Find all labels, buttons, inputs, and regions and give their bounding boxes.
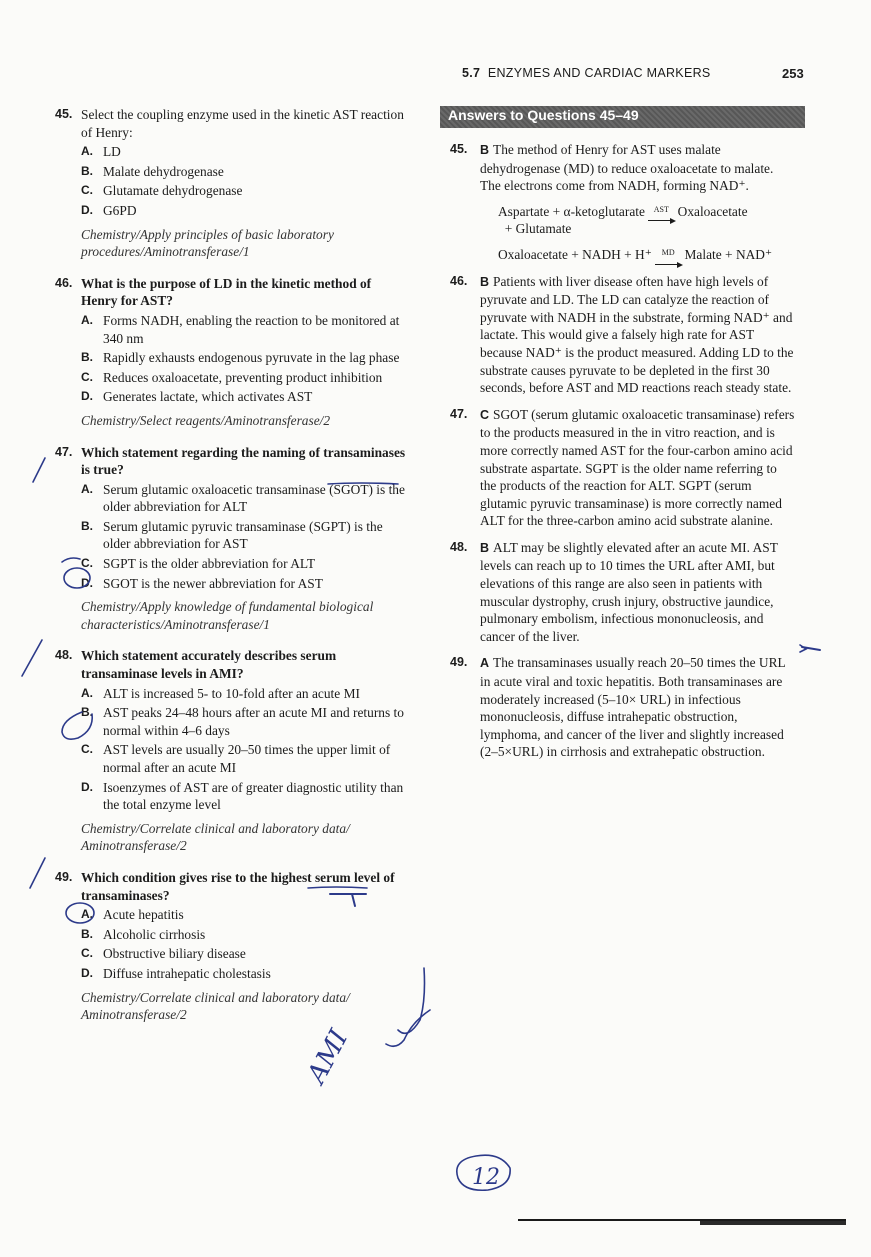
answer-number: 49.	[450, 655, 468, 670]
question-stem: Which statement regarding the naming of transaminases is true?	[81, 444, 406, 478]
option-b: B. Malate dehydrogenase	[81, 163, 224, 179]
question-45	[55, 106, 410, 261]
section-title: ENZYMES AND CARDIAC MARKERS	[487, 66, 711, 80]
question-number: 47.	[55, 444, 73, 459]
option-b: B. AST peaks 24–48 hours after an acute MI and returns to normal within 4–6 days	[81, 705, 404, 738]
question-47	[55, 444, 410, 634]
answer-number: 46.	[450, 273, 468, 288]
option-d: D. G6PD	[81, 202, 137, 218]
answer-45	[450, 141, 795, 264]
answer-letter: B	[480, 274, 490, 289]
question-category: Chemistry/Apply principles of basic laboratory procedures/Aminotransferase/1	[81, 226, 334, 260]
answer-text: The transaminases usually reach 20–50 times the URL in acute viral and toxic hepatitis. Both transaminases are moderately increased (5–10× URL) in infectious mononucleosis, diffuse intrahepatic obstruction, lymphoma, and cancer of the liver and slightly increased (2–5×URL) in cirrhosis and extrahepatic obstruction.	[480, 655, 786, 760]
answer-number: 48.	[450, 539, 468, 554]
option-b: B. Serum glutamic pyruvic transaminase (SGPT) is the older abbreviation for AST	[81, 518, 383, 552]
pen-check-mark	[33, 458, 45, 482]
question-stem: Which statement accurately describes serum transaminase levels in AMI?	[81, 648, 337, 682]
answer-47	[450, 406, 795, 530]
reaction-2: Oxaloacetate + NADH + H⁺ MD Malate + NAD⁺	[498, 244, 795, 264]
question-number: 45.	[55, 107, 73, 121]
pen-page-mark-circle	[457, 1155, 510, 1190]
section-number: 5.7	[462, 66, 481, 80]
reaction-arrow: AST	[648, 201, 674, 219]
question-48	[55, 647, 410, 855]
answer-text: ALT may be slightly elevated after an acute MI. AST levels can reach up to 10 times the URL after AMI, but elevations of this range are also seen in patients with muscular dystrophy, crush injury, obstructive jaundice, pulmonary embolism, infectious mononucleosis, and cancer of the liver.	[480, 539, 778, 644]
answers-title: Answers to Questions 45–49	[448, 107, 639, 123]
option-c: C. Reduces oxaloacetate, preventing product inhibition	[81, 369, 383, 385]
option-d: D. Isoenzymes of AST are of greater diagnostic utility than the total enzyme level	[81, 779, 404, 813]
option-c: C. SGPT is the older abbreviation for ALT	[81, 556, 315, 572]
answer-49	[450, 654, 795, 761]
answer-text: The method of Henry for AST uses malate dehydrogenase (MD) to reduce oxaloacetate to malate. The electrons come from NADH, forming NAD⁺.	[480, 142, 774, 194]
question-category: Chemistry/Correlate clinical and laboratory data/ Aminotransferase/2	[81, 989, 350, 1023]
question-category: Chemistry/Select reagents/Aminotransferase/2	[81, 412, 331, 428]
question-stem: Select the coupling enzyme used in the kinetic AST reaction of Henry:	[81, 107, 404, 140]
question-stem: What is the purpose of LD in the kinetic method of Henry for AST?	[81, 275, 372, 309]
option-a: A. Acute hepatitis	[81, 907, 184, 923]
answer-letter: B	[480, 540, 490, 555]
question-46	[55, 275, 410, 430]
answer-46	[450, 273, 795, 397]
option-d: D. Generates lactate, which activates AST	[81, 389, 313, 405]
answer-48	[450, 539, 795, 646]
pen-check-mark	[30, 858, 45, 888]
option-c: C. AST levels are usually 20–50 times the upper limit of normal after an acute MI	[81, 742, 391, 775]
handwritten-page-mark: 12	[472, 1165, 500, 1190]
page-number: 253	[782, 66, 804, 81]
question-number: 46.	[55, 275, 73, 290]
answer-letter: C	[480, 407, 490, 422]
handwritten-margin-note: AMI	[301, 1025, 355, 1089]
answer-number: 45.	[450, 142, 468, 156]
answer-number: 47.	[450, 406, 468, 421]
question-category: Chemistry/Apply knowledge of fundamental biological characteristics/Aminotransferase/1	[81, 599, 374, 632]
answer-letter: B	[480, 143, 490, 157]
question-category: Chemistry/Correlate clinical and laboratory data/ Aminotransferase/2	[81, 820, 350, 854]
question-number: 48.	[55, 648, 73, 663]
reaction-arrow: MD	[655, 244, 681, 262]
reaction-1: Aspartate + α-ketoglutarate AST Oxaloacetate + Glutamate	[498, 201, 795, 238]
option-c: C. Glutamate dehydrogenase	[81, 183, 243, 199]
option-d: D. Diffuse intrahepatic cholestasis	[81, 965, 271, 981]
option-c: C. Obstructive biliary disease	[81, 946, 246, 962]
questions-column	[55, 106, 410, 1038]
question-number: 49.	[55, 869, 73, 884]
question-49	[55, 869, 410, 1024]
option-b: B. Rapidly exhausts endogenous pyruvate in the lag phase	[81, 350, 400, 366]
question-stem: Which condition gives rise to the highest serum level of transaminases?	[81, 869, 395, 903]
option-a: A. Serum glutamic oxaloacetic transaminase (SGOT) is the older abbreviation for ALT	[81, 481, 405, 515]
answer-letter: A	[480, 656, 490, 671]
answers-column	[450, 141, 795, 770]
reaction-equations	[480, 201, 795, 264]
option-b: B. Alcoholic cirrhosis	[81, 926, 206, 942]
answer-text: SGOT (serum glutamic oxaloacetic transaminase) refers to the products measured in the in vitro reaction, and is more correctly named AST for the four-carbon amino acid substrate aspartate. SGPT is the older name referring to the products of the reaction for ALT. SGPT (serum glutamic pyruvic transaminase) is more correctly named ALT for the three-carbon amino acid substrate alanine.	[480, 406, 795, 529]
option-d: D. SGOT is the newer abbreviation for AST	[81, 575, 323, 591]
option-a: A. ALT is increased 5- to 10-fold after an acute MI	[81, 685, 360, 701]
running-header	[462, 66, 711, 80]
option-a: A. Forms NADH, enabling the reaction to be monitored at 340 nm	[81, 312, 400, 346]
option-a: A. LD	[81, 144, 121, 160]
pen-check-mark	[22, 640, 42, 676]
answer-text: Patients with liver disease often have high levels of pyruvate and LD. The LD can catalyze the reaction of pyruvate with NADH in the substrate, forming NAD⁺ and lactate. This would give a falsely high rate for AST because NAD⁺ is the product measured. Adding LD to the substrate causes pyruvate to be depleted in the first 30 seconds, before AST and MD reactions reach steady state.	[480, 273, 794, 396]
bottom-rule-shadow	[700, 1221, 846, 1225]
